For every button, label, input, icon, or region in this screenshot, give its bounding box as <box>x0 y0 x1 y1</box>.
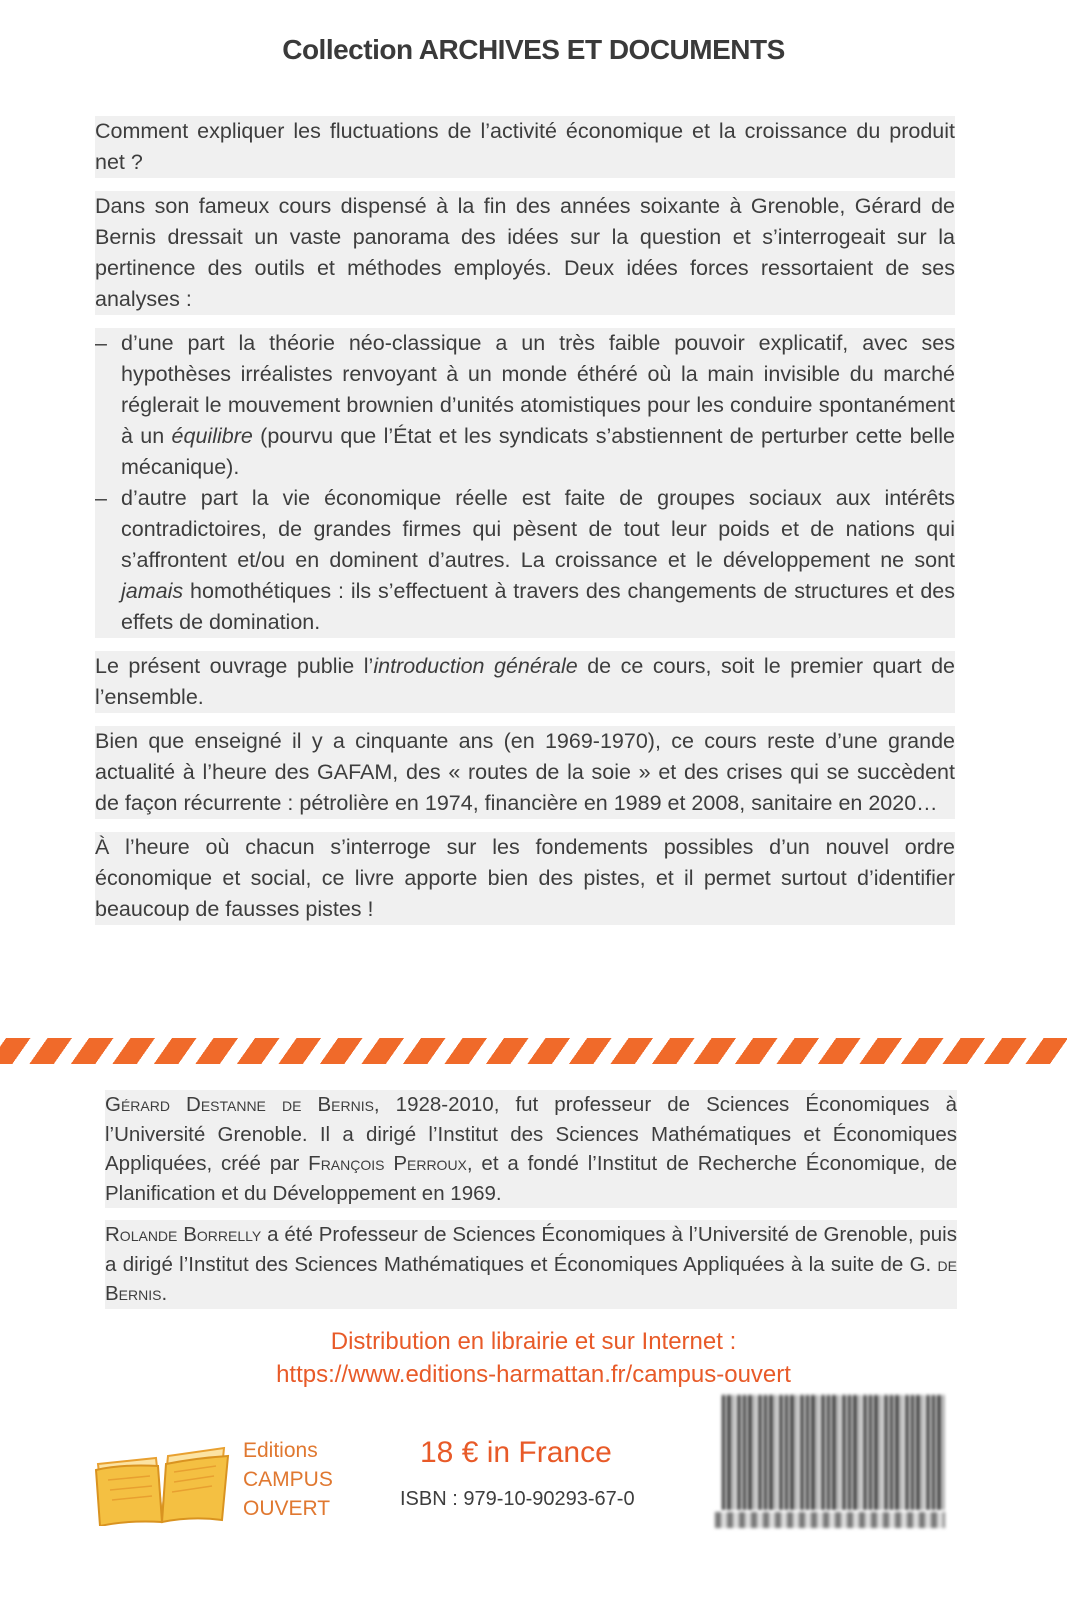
p3-text-a: Le présent ouvrage publie l’ <box>95 654 374 678</box>
bullet-2-text-a: d’autre part la vie économique réelle est faite de groupes sociaux aux intérêts contradictoires, de grandes firmes qui pèsent de tout leur poids et de nations qui s’affrontent et/ou en dominent d’autres. La croissance et le développement ne sont <box>121 486 955 572</box>
distribution-line: Distribution en librairie et sur Internet : <box>330 1328 737 1355</box>
blurb-paragraph-1: Comment expliquer les fluctuations de l’activité économique et la croissance du produit net ? <box>95 116 955 178</box>
author-1-text: , 1928-2010, fut professeur de Sciences Économiques à l’Université Grenoble. Il a dirigé l’Institut des Sciences Mathématiques et Économiques Appliquées, créé par <box>105 1093 957 1175</box>
bullet-2-emphasis: jamais <box>121 579 184 603</box>
author-2-name: Rolande Borrelly <box>105 1223 262 1246</box>
publisher-line-3: OUVERT <box>243 1497 331 1520</box>
collection-title: Collection ARCHIVES ET DOCUMENTS <box>282 34 785 65</box>
bullet-1-text-a: d’une part la théorie néo-classique a un très faible pouvoir explicatif, avec ses hypothèses irréalistes renvoyant à un monde éthéré où la main invisible du marché réglerait le mouvement brownien d’unités atomistiques pour les conduire spontanément à un <box>121 331 955 448</box>
blurb-paragraph-3 <box>95 651 955 713</box>
back-cover-blurb <box>95 116 955 938</box>
hazard-stripe-divider <box>0 1038 1067 1064</box>
author-2-text: a été Professeur de Sciences Économiques à l’Université de Grenoble, puis a dirigé l’Institut des Sciences Mathématiques et Économiques Appliquées à la suite de <box>105 1223 957 1276</box>
price-label: 18 € in France <box>420 1436 612 1469</box>
publisher-line-1: Editions <box>243 1439 318 1462</box>
distribution-info <box>0 1325 1067 1391</box>
bernis-short-name: G. de Bernis <box>105 1252 957 1305</box>
distribution-url-link[interactable]: https://www.editions-harmattan.fr/campus-ouvert <box>276 1361 791 1388</box>
author-bio-1 <box>105 1090 957 1208</box>
blurb-paragraph-5: À l’heure où chacun s’interroge sur les fondements possibles d’un nouvel ordre économique et social, ce livre apporte bien des pistes, et il permet surtout d’identifier beaucoup de fausses pistes ! <box>95 832 955 925</box>
bullet-1-text-b: (pourvu que l’État et les syndicats s’abstiennent de perturber cette belle mécanique). <box>121 424 955 479</box>
isbn-label: ISBN : 979-10-90293-67-0 <box>400 1488 635 1510</box>
barcode <box>722 1395 944 1510</box>
open-book-icon <box>92 1436 232 1526</box>
blurb-paragraph-4: Bien que enseigné il y a cinquante ans (en 1969-1970), ce cours reste d’une grande actualité à l’heure des GAFAM, des « routes de la soie » et des crises qui se succèdent de façon récurrente : pétrolière en 1974, financière en 1989 et 2008, sanitaire en 2020… <box>95 726 955 819</box>
author-1-text-2: , et a fondé l’Institut de Recherche Économique, de Planification et du Développement en 1969. <box>105 1152 957 1205</box>
blurb-bullet-1 <box>95 328 955 483</box>
author-2-end: . <box>161 1282 168 1305</box>
blurb-paragraph-2: Dans son fameux cours dispensé à la fin des années soixante à Grenoble, Gérard de Bernis dressait un vaste panorama des idées sur la question et s’interrogeait sur la pertinence des outils et méthodes employés. Deux idées forces ressortaient de ses analyses : <box>95 191 955 315</box>
perroux-name: François Perroux <box>308 1152 467 1175</box>
author-bio-2 <box>105 1220 957 1309</box>
author-bios <box>105 1090 957 1321</box>
author-1-name: Gérard Destanne de Bernis <box>105 1093 374 1116</box>
p3-text-b: de ce cours, soit le premier quart de l’ensemble. <box>95 654 956 709</box>
barcode-digits <box>715 1512 945 1528</box>
blurb-bullet-2 <box>95 483 955 638</box>
p3-emphasis: introduction générale <box>373 654 578 678</box>
blurb-list <box>95 328 955 638</box>
bullet-1-emphasis: équilibre <box>171 424 253 448</box>
publisher-line-2: CAMPUS <box>243 1468 333 1491</box>
bullet-2-text-b: homothétiques : ils s’effectuent à travers des changements de structures et des effets de domination. <box>121 579 955 634</box>
publisher-name <box>243 1436 333 1523</box>
